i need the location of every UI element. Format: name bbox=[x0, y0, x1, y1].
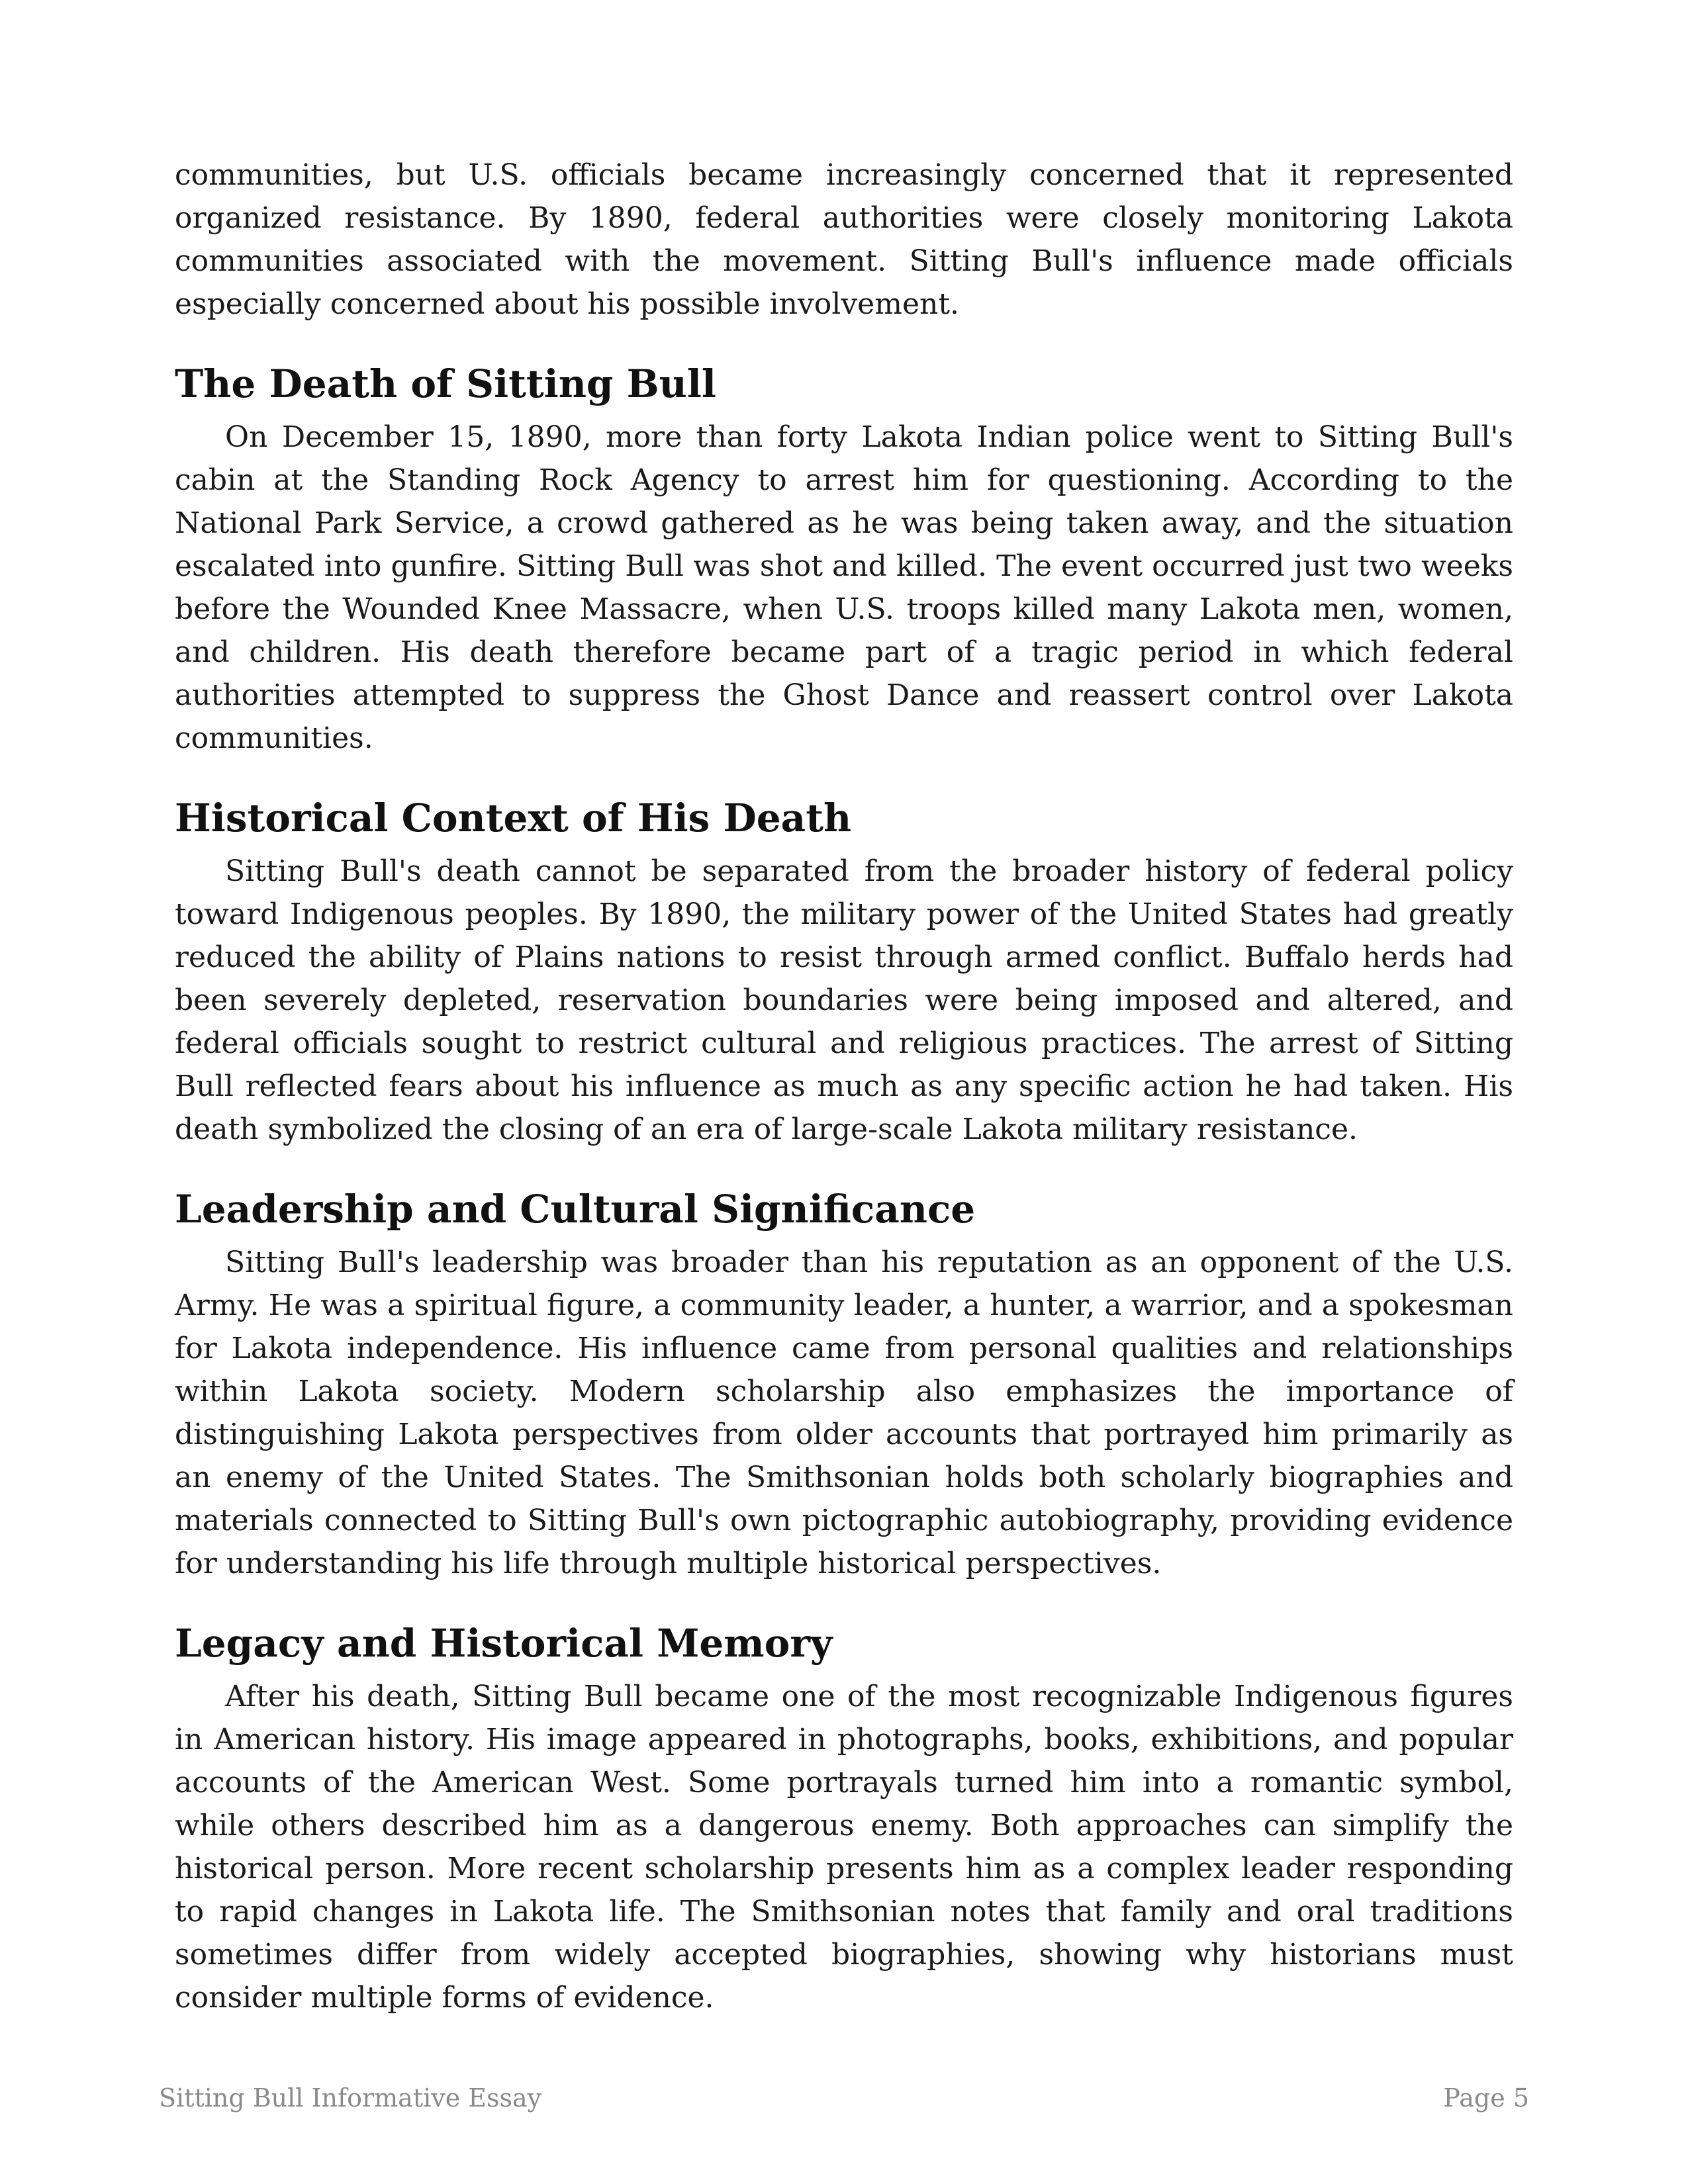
intro-paragraph: communities, but U.S. officials became increasingly concerned that it represented organized resistance. By 1890, federal authorities were closely monitoring Lakota communities associated with the movement. Sitting Bull's influence made officials especially concerned about his possible involvement. bbox=[175, 158, 1513, 321]
footer-document-title: Sitting Bull Informative Essay bbox=[159, 2083, 542, 2113]
section-paragraph-death: On December 15, 1890, more than forty Lakota Indian police went to Sitting Bull's cabin at the Standing Rock Agency to arrest him for questioning. According to the National Park Service, a crowd gathered as he was being taken away, and the situation escalated into gunfire. Sitting Bull was shot and killed. The event occurred just two weeks before the Wounded Knee Massacre, when U.S. troops killed many Lakota men, women, and children. His death therefore became part of a tragic period in which federal authorities attempted to suppress the Ghost Dance and reassert control over Lakota communities. bbox=[175, 420, 1513, 755]
document-page bbox=[175, 154, 1513, 2019]
section-paragraph-historical-context: Sitting Bull's death cannot be separated from the broader history of federal policy toward Indigenous peoples. By 1890, the military power of the United States had greatly reduced the ability of Plains nations to resist through armed conflict. Buffalo herds had been severely depleted, reservation boundaries were being imposed and altered, and federal officials sought to restrict cultural and religious practices. The arrest of Sitting Bull reflected fears about his influence as much as any specific action he had taken. His death symbolized the closing of an era of large-scale Lakota military resistance. bbox=[175, 854, 1513, 1146]
section-heading-death: The Death of Sitting Bull bbox=[175, 361, 716, 406]
section-heading-historical-context: Historical Context of His Death bbox=[175, 796, 852, 841]
section-paragraph-leadership: Sitting Bull's leadership was broader than his reputation as an opponent of the U.S. Army. He was a spiritual figure, a community leader, a hunter, a warrior, and a spokesman for Lakota independence. His influence came from personal qualities and relationships within Lakota society. Modern scholarship also emphasizes the importance of distinguishing Lakota perspectives from older accounts that portrayed him primarily as an enemy of the United States. The Smithsonian holds both scholarly biographies and materials connected to Sitting Bull's own pictographic autobiography, providing evidence for understanding his life through multiple historical perspectives. bbox=[175, 1246, 1513, 1580]
section-heading-leadership: Leadership and Cultural Significance bbox=[175, 1187, 976, 1232]
section-heading-legacy: Legacy and Historical Memory bbox=[175, 1621, 833, 1666]
footer-page-number: Page 5 bbox=[1443, 2083, 1529, 2113]
section-paragraph-legacy: After his death, Sitting Bull became one of the most recognizable Indigenous figures in American history. His image appeared in photographs, books, exhibitions, and popular accounts of the American West. Some portrayals turned him into a romantic symbol, while others described him as a dangerous enemy. Both approaches can simplify the historical person. More recent scholarship presents him as a complex leader responding to rapid changes in Lakota life. The Smithsonian notes that family and oral traditions sometimes differ from widely accepted biographies, showing why historians must consider multiple forms of evidence. bbox=[175, 1680, 1513, 2015]
